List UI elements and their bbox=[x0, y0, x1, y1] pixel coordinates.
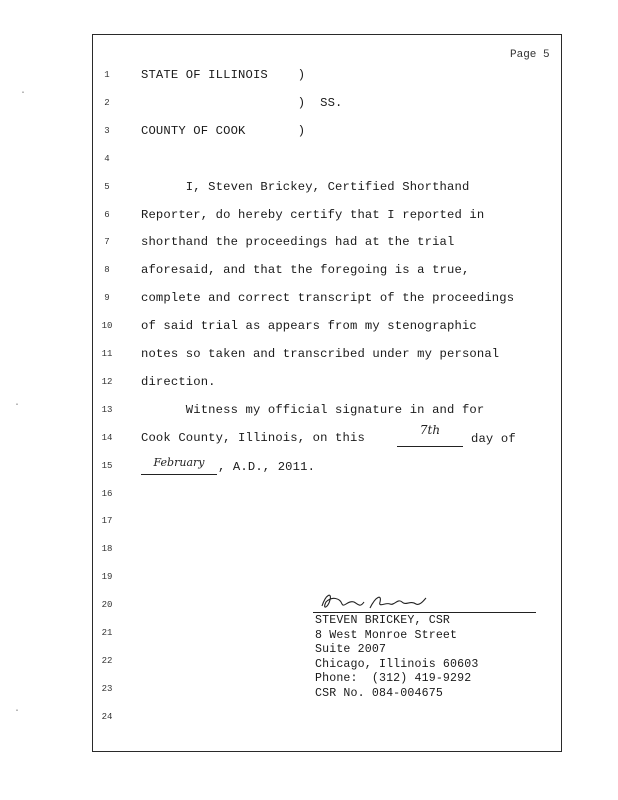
reporter-info-line: Chicago, Illinois 60603 bbox=[315, 657, 479, 671]
line-number: 15 bbox=[101, 461, 113, 471]
line-text: COUNTY OF COOK ) bbox=[141, 124, 306, 138]
line-number: 1 bbox=[104, 70, 110, 80]
line-number: 4 bbox=[104, 154, 110, 164]
line-text: complete and correct transcript of the proceedings bbox=[141, 291, 515, 305]
handwritten-month: February bbox=[153, 456, 205, 469]
line-text: ) SS. bbox=[141, 96, 343, 110]
line-text: Witness my official signature in and for bbox=[141, 403, 485, 417]
reporter-info-line: Suite 2007 bbox=[315, 643, 387, 657]
line-number: 21 bbox=[101, 628, 113, 638]
reporter-info-line: CSR No. 084-004675 bbox=[315, 687, 443, 700]
line-number: 16 bbox=[101, 489, 113, 499]
line-number: 8 bbox=[104, 265, 110, 275]
line-text: Reporter, do hereby certify that I reported in bbox=[141, 208, 485, 222]
line-number: 18 bbox=[101, 544, 113, 554]
scan-speck: · bbox=[14, 706, 21, 717]
line-text: of said trial as appears from my stenographic bbox=[141, 319, 477, 333]
signature-line bbox=[313, 612, 536, 613]
line-number: 20 bbox=[101, 600, 113, 610]
line-number: 24 bbox=[101, 712, 113, 722]
line-number: 22 bbox=[101, 656, 113, 666]
line-number: 23 bbox=[101, 684, 113, 694]
line-number: 19 bbox=[101, 572, 113, 582]
line-text: direction. bbox=[141, 375, 216, 389]
line-number: 12 bbox=[101, 377, 113, 387]
page-number-label: Page 5 bbox=[510, 49, 550, 61]
line-number: 2 bbox=[104, 98, 110, 108]
line-number: 17 bbox=[101, 516, 113, 526]
line-number: 5 bbox=[104, 182, 110, 192]
reporter-info-line: STEVEN BRICKEY, CSR bbox=[315, 614, 451, 627]
line-text: shorthand the proceedings had at the trial bbox=[141, 235, 455, 249]
line-number: 11 bbox=[101, 349, 113, 359]
line-number: 14 bbox=[101, 433, 113, 443]
line-number: 10 bbox=[101, 321, 113, 331]
line-number: 3 bbox=[104, 126, 110, 136]
reporter-info-line: Phone: (312) 419-9292 bbox=[315, 672, 472, 686]
line-text: notes so taken and transcribed under my personal bbox=[141, 347, 500, 361]
line-number: 7 bbox=[104, 237, 110, 247]
line-text: I, Steven Brickey, Certified Shorthand bbox=[141, 180, 470, 194]
line-text: aforesaid, and that the foregoing is a true, bbox=[141, 263, 470, 277]
reporter-info-line: 8 West Monroe Street bbox=[315, 628, 458, 642]
handwritten-day: 7th bbox=[419, 423, 441, 437]
scan-speck: · bbox=[14, 400, 21, 411]
line-number: 9 bbox=[104, 293, 110, 303]
line-text: STATE OF ILLINOIS ) bbox=[141, 68, 306, 82]
line-number: 13 bbox=[101, 405, 113, 415]
line-15-tail: , A.D., 2011. bbox=[218, 460, 316, 474]
line-14-tail: day of bbox=[471, 432, 516, 446]
line-number: 6 bbox=[104, 210, 110, 220]
scan-speck: · bbox=[20, 88, 27, 99]
line-text: Cook County, Illinois, on this bbox=[141, 431, 365, 445]
